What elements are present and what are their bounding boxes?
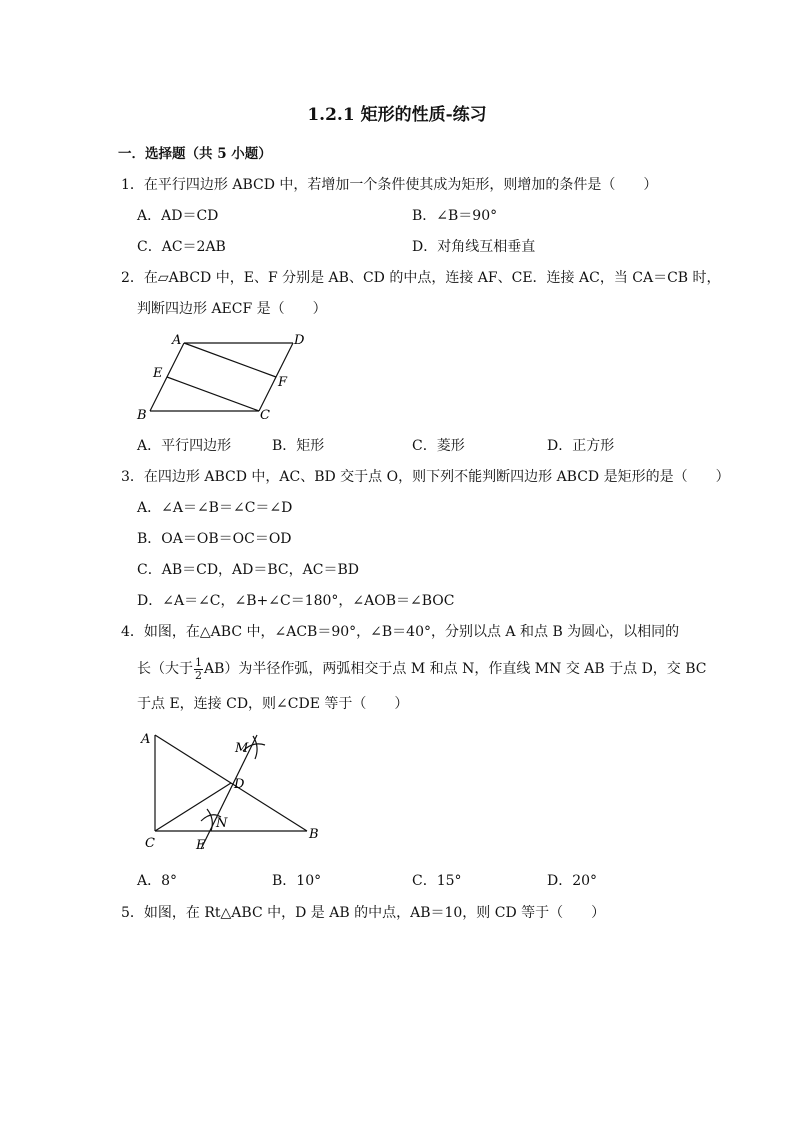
- q1-option-b: B．∠B＝90°: [412, 208, 498, 224]
- page-title: 1.2.1 矩形的性质-练习: [307, 105, 487, 125]
- q2-label-f: F: [278, 375, 288, 390]
- q4-arc-m2: [253, 736, 257, 759]
- q4-option-c: C．15°: [412, 873, 462, 889]
- q4-label-c: C: [145, 836, 155, 851]
- q4-label-d: D: [234, 777, 245, 792]
- question-4-stem-line2: [137, 656, 707, 682]
- q2-label-d: D: [294, 333, 305, 348]
- q4-label-a: A: [141, 732, 151, 747]
- fraction-denominator: 2: [195, 668, 202, 682]
- question-1-stem: 1．在平行四边形 ABCD 中，若增加一个条件使其成为矩形，则增加的条件是（ ）: [121, 177, 658, 193]
- q2-option-c: C．菱形: [412, 438, 465, 454]
- q2-option-a: A．平行四边形: [137, 438, 232, 454]
- q3-option-d: D．∠A＝∠C，∠B+∠C＝180°，∠AOB＝∠BOC: [137, 593, 455, 609]
- q4-label-n: N: [216, 816, 228, 831]
- q3-option-c: C．AB＝CD，AD＝BC，AC＝BD: [137, 562, 359, 578]
- q4-stem2-suffix: AB）为半径作弧，两弧相交于点 M 和点 N，作直线 MN 交 AB 于点 D，交 BC: [204, 661, 707, 677]
- q2-parallelogram-figure: [130, 328, 315, 426]
- q4-label-m: M: [235, 741, 249, 756]
- q4-option-d: D．20°: [547, 873, 598, 889]
- q3-option-b: B．OA＝OB＝OC＝OD: [137, 531, 292, 547]
- question-4-stem-line3: 于点 E，连接 CD，则∠CDE 等于（ ）: [137, 696, 409, 712]
- one-half-fraction: [194, 657, 203, 682]
- question-3-stem: 3．在四边形 ABCD 中，AC、BD 交于点 O，则下列不能判断四边形 ABCD 是矩形的是（ ）: [121, 469, 730, 485]
- q4-stem2-prefix: 长（大于: [137, 661, 193, 677]
- q1-option-c: C．AC＝2AB: [137, 239, 226, 255]
- question-2-stem-line2: 判断四边形 AECF 是（ ）: [137, 301, 327, 317]
- q2-segment-ec: [167, 377, 259, 411]
- question-5-stem: 5．如图，在 Rt△ABC 中，D 是 AB 的中点，AB＝10，则 CD 等于（ ）: [121, 905, 606, 921]
- q2-label-e: E: [153, 366, 163, 381]
- fraction-numerator: 1: [195, 655, 202, 669]
- q4-line-mn: [201, 735, 257, 849]
- q4-triangle-figure: [135, 725, 335, 855]
- q2-option-b: B．矩形: [272, 438, 325, 454]
- q1-option-d: D．对角线互相垂直: [412, 239, 536, 255]
- q4-arc-n2: [207, 809, 212, 831]
- q2-label-a: A: [172, 333, 182, 348]
- q1-option-a: A．AD＝CD: [137, 208, 219, 224]
- q4-label-e: E: [196, 838, 206, 853]
- q4-option-b: B．10°: [272, 873, 322, 889]
- q2-label-c: C: [260, 408, 270, 423]
- q4-label-b: B: [309, 827, 319, 842]
- question-2-stem-line1: 2．在▱ABCD 中，E、F 分别是 AB、CD 的中点，连接 AF、CE．连接 AC，当 CA＝CB 时，: [121, 270, 721, 286]
- q2-segment-af: [184, 343, 276, 377]
- section-heading: 一．选择题（共 5 小题）: [118, 146, 272, 162]
- q4-option-a: A．8°: [137, 873, 178, 889]
- q3-option-a: A．∠A＝∠B＝∠C＝∠D: [137, 500, 293, 516]
- question-4-stem-line1: 4．如图，在△ABC 中，∠ACB＝90°，∠B＝40°，分别以点 A 和点 B 为圆心，以相同的: [121, 624, 680, 640]
- q2-option-d: D．正方形: [547, 438, 615, 454]
- q2-label-b: B: [137, 408, 147, 423]
